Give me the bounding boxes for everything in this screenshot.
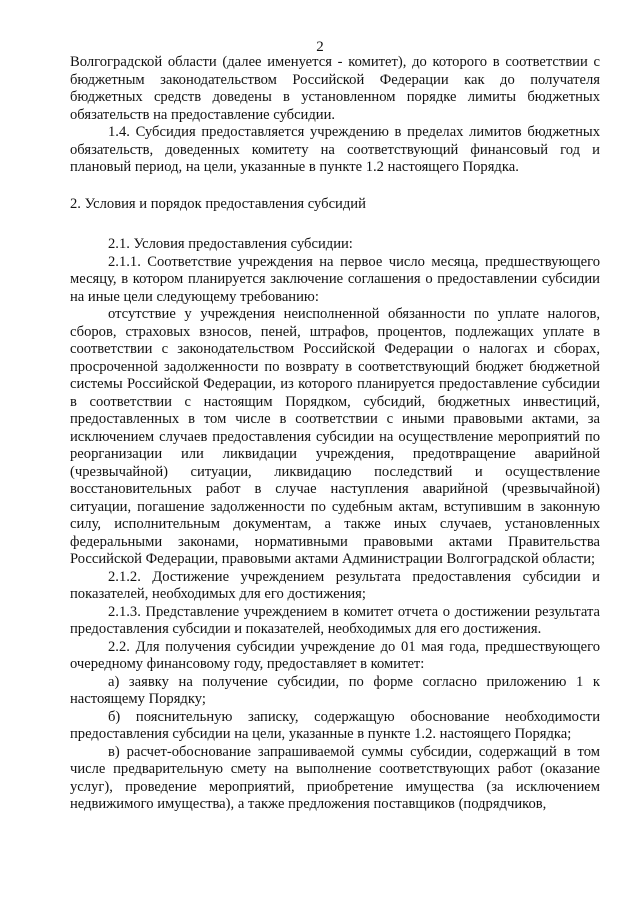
paragraph-2-1: 2.1. Условия предоставления субсидии: (108, 236, 353, 252)
list-item-a: а) заявку на получение субсидии, по форме согласно приложению 1 к настоящему Порядку; (70, 673, 600, 707)
document-body (70, 54, 600, 814)
paragraph-2-1-3: 2.1.3. Представление учреждением в комитет отчета о достижении результата предоставления субсидии и показателей, необходимых для его достижения. (70, 603, 600, 637)
paragraph-continuation: Волгоградской области (далее именуется - комитет), до которого в соответствии с бюджетным законодательством Российской Федерации как до получателя бюджетных средств доведены в установленном порядке лимиты бюджетных обязательств на предоставление субсидии. (70, 54, 600, 123)
paragraph-2-2: 2.2. Для получения субсидии учреждение до 01 мая года, предшествующего очередному финансовому году, предоставляет в комитет: (70, 638, 600, 672)
page-number: 2 (316, 39, 324, 55)
section-heading: 2. Условия и порядок предоставления субсидий (70, 195, 366, 212)
list-item-b: б) пояснительную записку, содержащую обоснование необходимости предоставления субсидии на цели, указанные в пункте 1.2. настоящего Порядка; (70, 708, 600, 742)
paragraph-requirement: отсутствие у учреждения неисполненной обязанности по уплате налогов, сборов, страховых взносов, пеней, штрафов, процентов, подлежащих уплате в соответствии с законодательством Российской Федерации о налогах и сборах, просроченной задолженности по возврату в соответствующий бюджет бюджетной системы Российской Федерации, из которого планируется предоставление субсидии в соответствии с настоящим Порядком, субсидий, бюджетных инвестиций, предоставленных в том числе в соответствии с иными правовыми актами, за исключением случаев предоставления субсидии на осуществление мероприятий по реорганизации или ликвидации учреждения, предотвращение аварийной (чрезвычайной) ситуации, ликвидацию последствий и осуществление восстановительных работ в случае наступления аварийной (чрезвычайной) ситуации, погашение задолженности по судебным актам, вступившим в законную силу, исполнительным документам, а также иных случаев, установленных федеральными законами, нормативными правовыми актами Правительства Российской Федерации, правовыми актами Администрации Волгоградской области; (70, 306, 600, 567)
paragraph-2-1-2: 2.1.2. Достижение учреждением результата предоставления субсидии и показателей, необходимых для его достижения; (70, 568, 600, 602)
paragraph-2-1-1: 2.1.1. Соответствие учреждения на первое число месяца, предшествующего месяцу, в котором планируется заключение соглашения о предоставлении субсидии на иные цели следующему требованию: (70, 253, 600, 305)
list-item-v: в) расчет-обоснование запрашиваемой суммы субсидии, содержащий в том числе предварительную смету на выполнение соответствующих работ (оказание услуг), проведение мероприятий, приобретение имущества (за исключением недвижимого имущества), а также предложения поставщиков (подрядчиков, (70, 743, 600, 812)
paragraph-1-4: 1.4. Субсидия предоставляется учреждению в пределах лимитов бюджетных обязательств, доведенных комитету на соответствующий финансовый год и плановый период, на цели, указанные в пункте 1.2 настоящего Порядка. (70, 124, 600, 175)
